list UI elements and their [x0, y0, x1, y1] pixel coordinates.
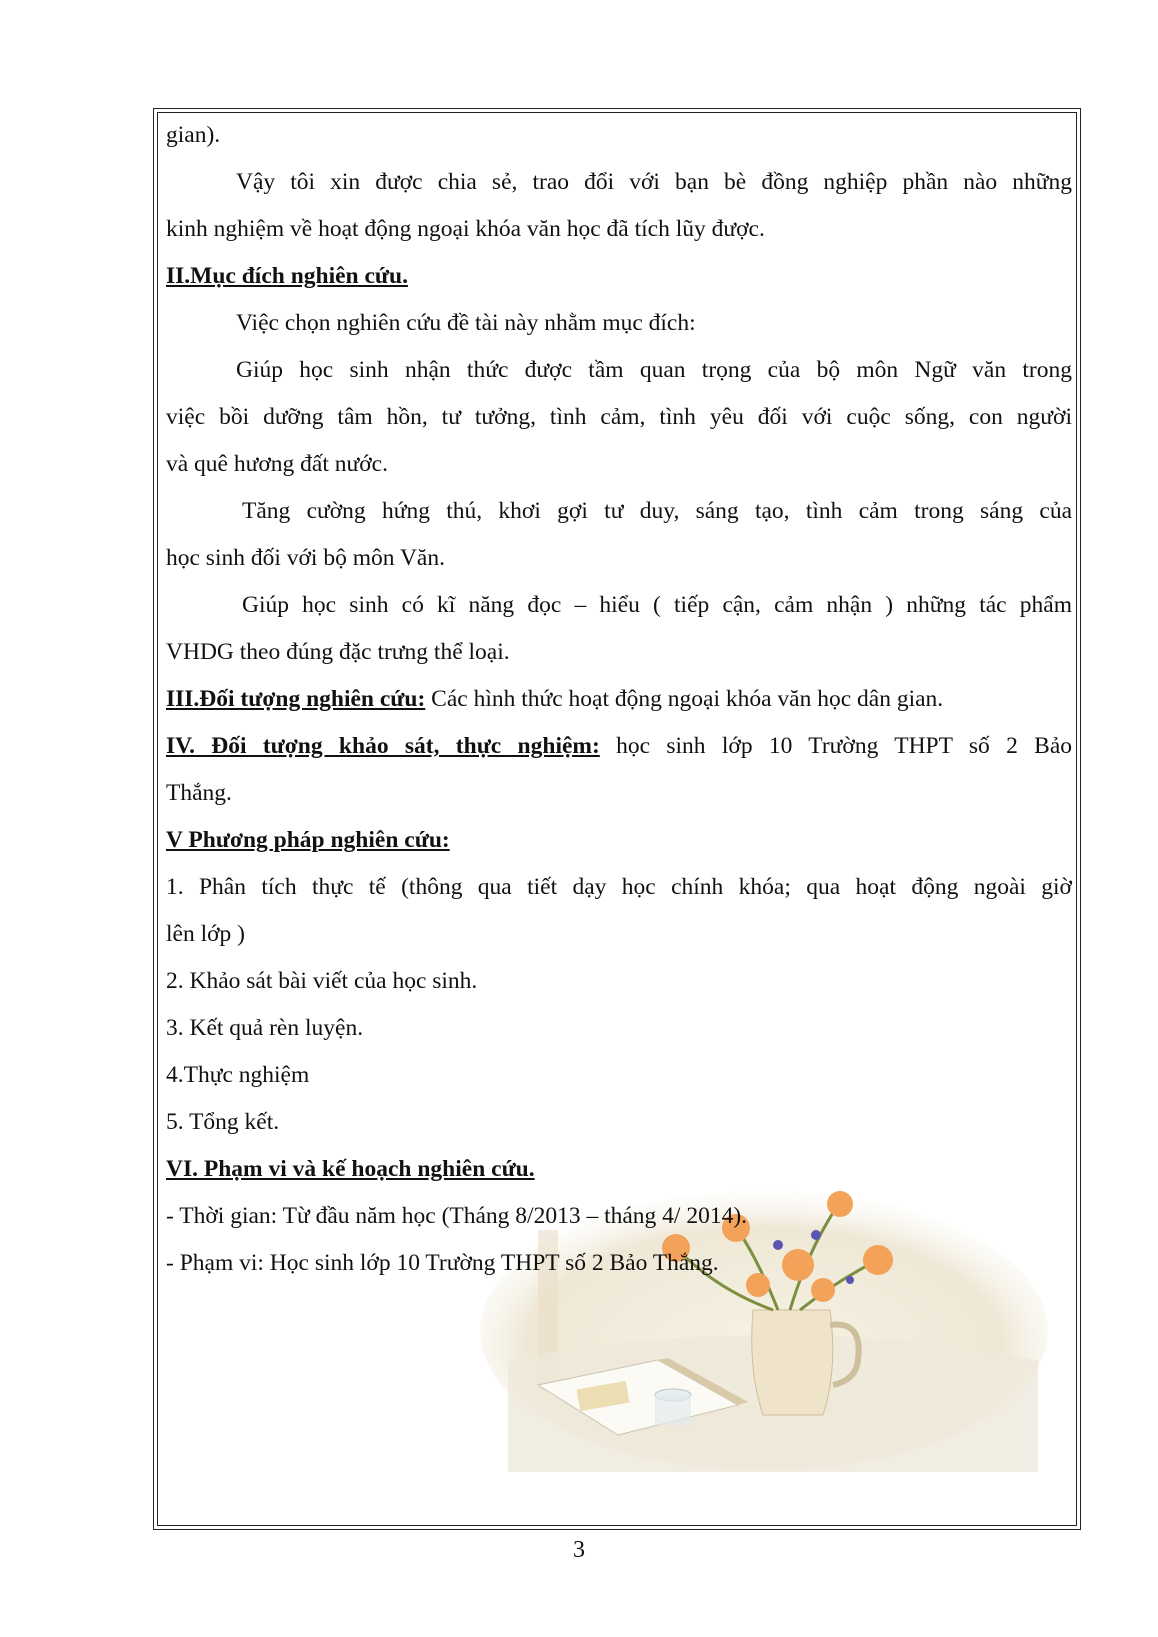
text-line: Thắng.	[166, 780, 232, 806]
text-line: 3. Kết quả rèn luyện.	[166, 1015, 364, 1041]
text-line: gian).	[166, 122, 221, 148]
text-line: 4.Thực nghiệm	[166, 1062, 310, 1088]
section-heading: III.Đối tượng nghiên cứu:	[166, 686, 426, 712]
text-line: và quê hương đất nước.	[166, 451, 388, 477]
section-heading: II.Mục đích nghiên cứu.	[166, 263, 408, 289]
text-line: - Thời gian: Từ đầu năm học (Tháng 8/2013 – tháng 4/ 2014).	[166, 1203, 748, 1229]
text-line: VHDG theo đúng đặc trưng thể loại.	[166, 639, 510, 665]
text-line: Vậy tôi xin được chia sẻ, trao đổi với bạn bè đồng nghiệp phần nào những	[236, 169, 1072, 195]
section-heading: V Phương pháp nghiên cứu:	[166, 827, 450, 853]
text-line: 5. Tổng kết.	[166, 1109, 280, 1135]
text-line: lên lớp )	[166, 921, 245, 947]
section-text: Các hình thức hoạt động ngoại khóa văn học dân gian.	[425, 686, 944, 712]
section-heading: VI. Phạm vi và kế hoạch nghiên cứu.	[166, 1156, 535, 1182]
text-line: việc bồi dưỡng tâm hồn, tư tưởng, tình cảm, tình yêu đối với cuộc sống, con người	[166, 404, 1072, 430]
text-line: Giúp học sinh có kĩ năng đọc – hiểu ( tiếp cận, cảm nhận ) những tác phẩm	[242, 592, 1072, 618]
text-line: Giúp học sinh nhận thức được tầm quan trọng của bộ môn Ngữ văn trong	[236, 357, 1072, 383]
text-line: Việc chọn nghiên cứu đề tài này nhằm mục đích:	[236, 310, 696, 336]
document-body	[166, 112, 1072, 1287]
section-text: học sinh lớp 10 Trường THPT số 2 Bảo	[599, 733, 1072, 759]
section-line	[166, 676, 1072, 723]
text-line: Tăng cường hứng thú, khơi gợi tư duy, sáng tạo, tình cảm trong sáng của	[242, 498, 1072, 524]
text-line: 1. Phân tích thực tế (thông qua tiết dạy học chính khóa; qua hoạt động ngoài giờ	[166, 874, 1072, 900]
text-line: kinh nghiệm về hoạt động ngoại khóa văn học đã tích lũy được.	[166, 216, 765, 242]
page-number: 3	[573, 1537, 585, 1563]
text-line: học sinh đối với bộ môn Văn.	[166, 545, 445, 571]
section-line	[166, 723, 1072, 770]
section-heading: IV. Đối tượng khảo sát, thực nghiệm:	[166, 733, 600, 759]
text-line: - Phạm vi: Học sinh lớp 10 Trường THPT số 2 Bảo Thắng.	[166, 1250, 719, 1276]
text-line: 2. Khảo sát bài viết của học sinh.	[166, 968, 478, 994]
